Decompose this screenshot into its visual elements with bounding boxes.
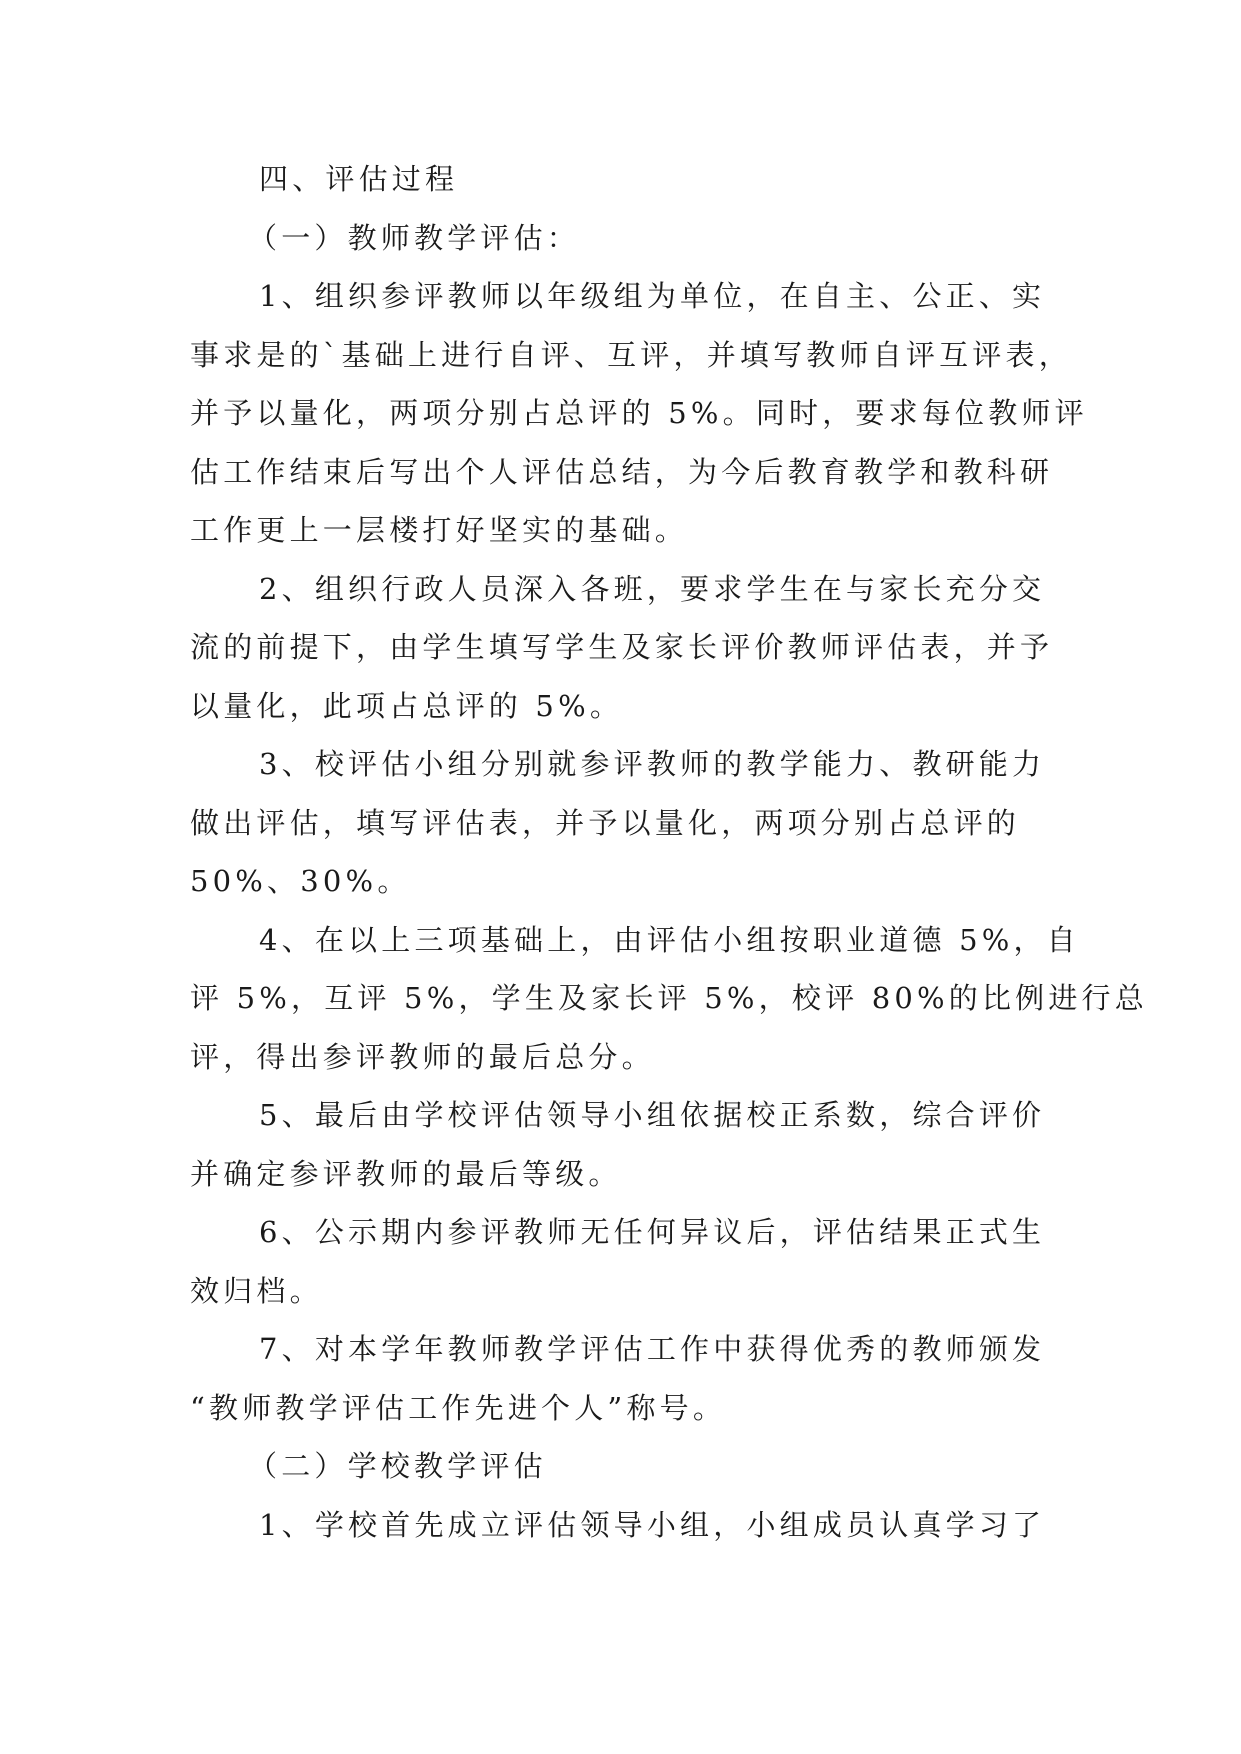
- subsection-heading-teacher-evaluation: （一）教师教学评估：: [248, 220, 581, 255]
- paragraph-line: 5、最后由学校评估领导小组依据校正系数，综合评价: [259, 1098, 1046, 1132]
- paragraph-line: 评，得出参评教师的最后总分。: [190, 1039, 655, 1074]
- paragraph-line: 2、组织行政人员深入各班，要求学生在与家长充分交: [259, 571, 1046, 606]
- paragraph-line: “教师教学评估工作先进个人”称号。: [190, 1390, 727, 1425]
- paragraph-line: 7、对本学年教师教学评估工作中获得优秀的教师颁发: [259, 1332, 1046, 1366]
- document-body: [190, 150, 1148, 1554]
- paragraph-line: 流的前提下，由学生填写学生及家长评价教师评估表，并予: [190, 630, 1054, 664]
- paragraph-line: 1、学校首先成立评估领导小组，小组成员认真学习了: [259, 1507, 1046, 1542]
- paragraph-line: 以量化，此项占总评的 5%。: [190, 688, 624, 723]
- subsection-heading-school-evaluation: （二）学校教学评估: [248, 1449, 547, 1483]
- paragraph-line: 4、在以上三项基础上，由评估小组按职业道德 5%，自: [259, 922, 1080, 957]
- paragraph-line: 1、组织参评教师以年级组为单位，在自主、公正、实: [259, 279, 1046, 313]
- paragraph-line: 3、校评估小组分别就参评教师的教学能力、教研能力: [259, 747, 1046, 781]
- paragraph-line: 并予以量化，两项分别占总评的 5%。同时，要求每位教师评: [190, 396, 1088, 430]
- paragraph-line: 估工作结束后写出个人评估总结，为今后教育教学和教科研: [190, 454, 1054, 489]
- section-heading: 四、评估过程: [259, 162, 459, 196]
- paragraph-line: 事求是的`基础上进行自评、互评，并填写教师自评互评表，: [190, 337, 1072, 372]
- paragraph-line: 评 5%，互评 5%，学生及家长评 5%，校评 80%的比例进行总: [190, 981, 1148, 1015]
- paragraph-line: 并确定参评教师的最后等级。: [190, 1156, 622, 1191]
- paragraph-line: 效归档。: [190, 1273, 323, 1308]
- paragraph-line: 做出评估，填写评估表，并予以量化，两项分别占总评的: [190, 805, 1021, 840]
- paragraph-line: 6、公示期内参评教师无任何异议后，评估结果正式生: [259, 1215, 1046, 1249]
- paragraph-line: 工作更上一层楼打好坚实的基础。: [190, 513, 689, 547]
- paragraph-line: 50%、30%。: [190, 864, 411, 898]
